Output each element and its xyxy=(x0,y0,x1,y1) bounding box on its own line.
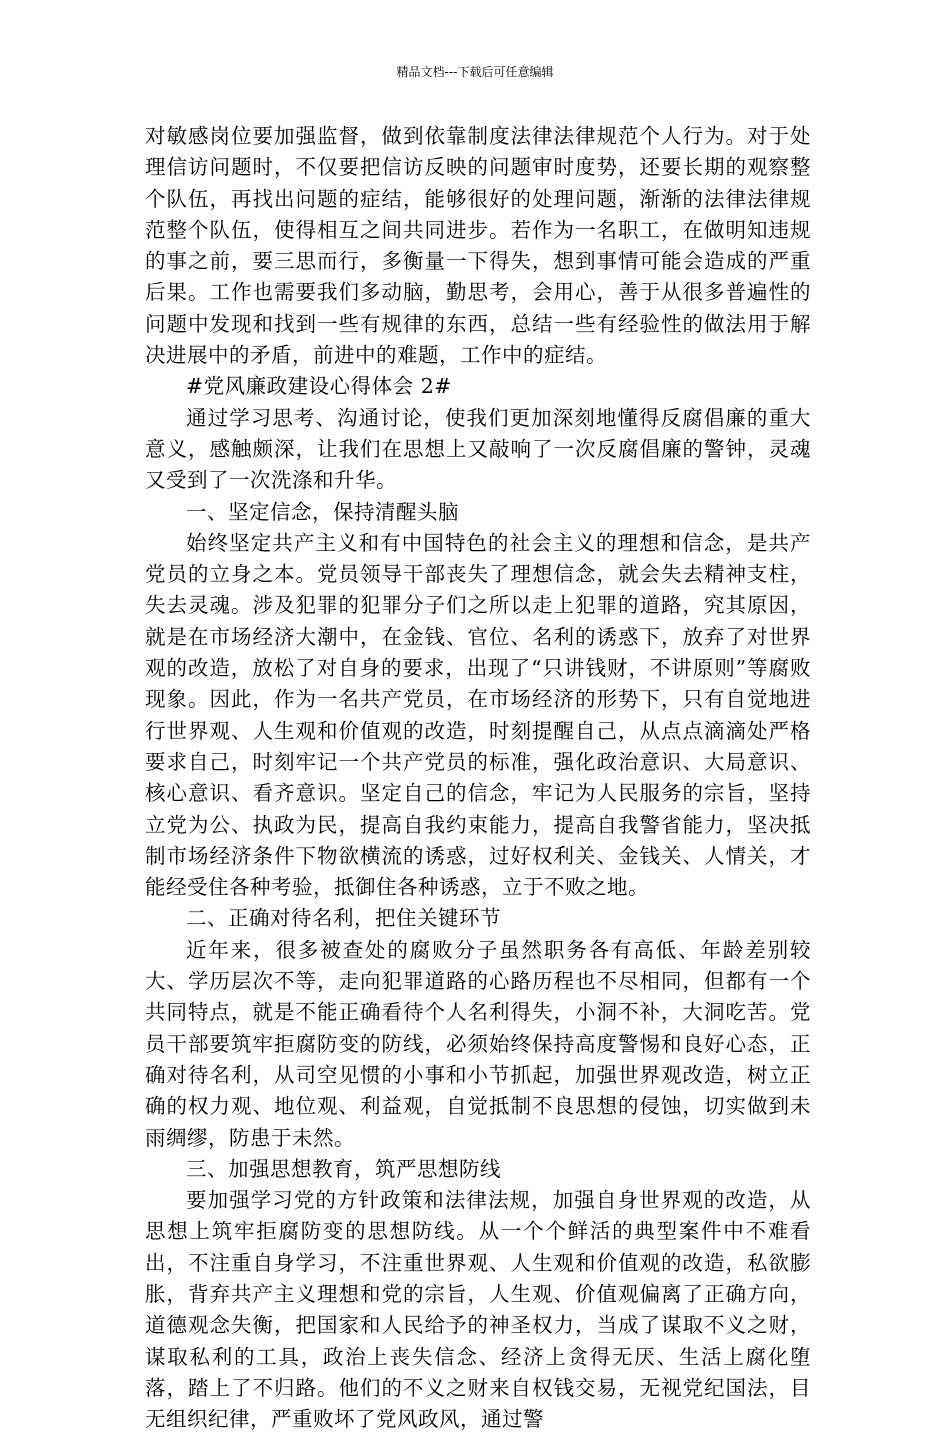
page-header: 精品文档---下载后可任意编辑 xyxy=(396,65,554,79)
paragraph: 通过学习思考、沟通讨论，使我们更加深刻地懂得反腐倡廉的重大意义，感触颇深，让我们在思想上又敲响了一次反腐倡廉的警钟，灵魂又受到了一次洗涤和升华。 xyxy=(145,405,811,493)
document-body xyxy=(145,121,811,1435)
section-heading: 二、正确对待名利，把住关键环节 xyxy=(186,906,501,931)
paragraph: 要加强学习党的方针政策和法律法规，加强自身世界观的改造，从思想上筑牢拒腐防变的思想防线。从一个个鲜活的典型案件中不难看出，不注重自身学习，不注重世界观、人生观和价值观的改造，私欲膨胀，背弃共产主义理想和党的宗旨，人生观、价值观偏离了正确方向，道德观念失衡，把国家和人民给予的神圣权力，当成了谋取不义之财，谋取私利的工具，政治上丧失信念、经济上贪得无厌、生活上腐化堕落，踏上了不归路。他们的不义之财来自权钱交易，无视党纪国法，目无组织纪律，严重败坏了党风政风，通过警 xyxy=(145,1188,811,1432)
section-heading: 一、坚定信念，保持清醒头脑 xyxy=(186,499,459,524)
paragraph: 对敏感岗位要加强监督，做到依靠制度法律法律规范个人行为。对于处理信访问题时，不仅要把信访反映的问题审时度势，还要长期的观察整个队伍，再找出问题的症结，能够很好的处理问题，渐渐的法律法律规范整个队伍，使得相互之间共同进步。若作为一名职工，在做明知违规的事之前，要三思而行，多衡量一下得失，想到事情可能会造成的严重后果。工作也需要我们多动脑，勤思考，会用心，善于从很多普遍性的问题中发现和找到一些有规律的东西，总结一些有经验性的做法用于解决进展中的矛盾，前进中的难题，工作中的症结。 xyxy=(145,124,811,368)
paragraph: 近年来，很多被查处的腐败分子虽然职务各有高低、年龄差别较大、学历层次不等，走向犯罪道路的心路历程也不尽相同，但都有一个共同特点，就是不能正确看待个人名利得失，小洞不补，大洞吃苦。党员干部要筑牢拒腐防变的防线，必须始终保持高度警惕和良好心态，正确对待名利，从司空见惯的小事和小节抓起，加强世界观改造，树立正确的权力观、地位观、利益观，自觉抵制不良思想的侵蚀，切实做到未雨绸缪，防患于未然。 xyxy=(145,937,811,1150)
paragraph: 始终坚定共产主义和有中国特色的社会主义的理想和信念，是共产党员的立身之本。党员领导干部丧失了理想信念，就会失去精神支柱，失去灵魂。涉及犯罪的犯罪分子们之所以走上犯罪的道路，究其原因，就是在市场经济大潮中，在金钱、官位、名利的诱惑下，放弃了对世界观的改造，放松了对自身的要求，出现了“只讲钱财，不讲原则”等腐败现象。因此，作为一名共产党员，在市场经济的形势下，只有自觉地进行世界观、人生观和价值观的改造，时刻提醒自己，从点点滴滴处严格要求自己，时刻牢记一个共产党员的标准，强化政治意识、大局意识、核心意识、看齐意识。坚定自己的信念，牢记为人民服务的宗旨，坚持立党为公、执政为民，提高自我约束能力，提高自我警省能力，坚决抵制市场经济条件下物欲横流的诱惑，过好权利关、金钱关、人情关，才能经受住各种考验，抵御住各种诱惑，立于不败之地。 xyxy=(145,530,811,900)
section-heading: #党风廉政建设心得体会 2# xyxy=(186,374,452,399)
section-heading: 三、加强思想教育，筑严思想防线 xyxy=(186,1156,501,1181)
